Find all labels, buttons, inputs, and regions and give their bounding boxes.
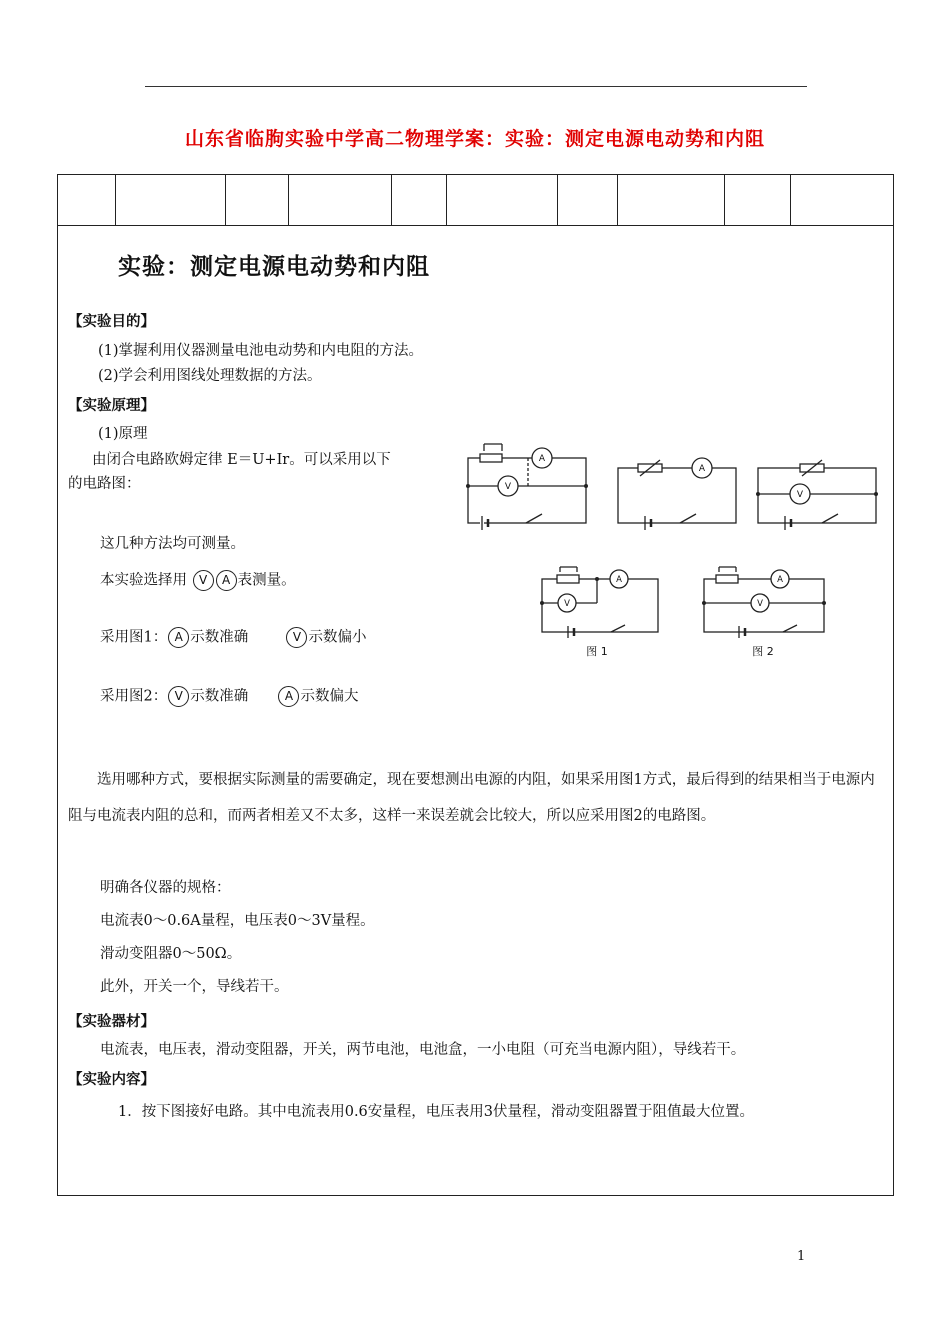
ammeter-icon: A — [216, 570, 237, 591]
meter-label-v: V — [564, 599, 570, 609]
top-rule — [145, 86, 807, 87]
page-number: 1 — [797, 1249, 806, 1264]
header-cell — [58, 175, 116, 225]
meter-choice-line — [100, 570, 296, 591]
meter-label-v: V — [757, 599, 763, 609]
header-cell — [724, 175, 791, 225]
meter-label-v: V — [796, 490, 804, 500]
meter-label-v: V — [504, 482, 512, 492]
voltmeter-icon: V — [168, 686, 189, 707]
section-title: 实验：测定电源电动势和内阻 — [118, 254, 430, 280]
purpose-item-2: (2)学会利用图线处理数据的方法。 — [98, 368, 322, 384]
fig2-ammeter-text: 示数偏大 — [300, 688, 359, 705]
method-paragraph: 选用哪种方式，要根据实际测量的需要确定，现在要想测出电源的内阻，如果采用图1方式，最后得到的结果相当于电源内阻与电流表内阻的总和，而两者相差又不太多，这样一来误差就会比较大，所以应采用图2的电路图。 — [68, 772, 875, 824]
meter-choice-prefix: 本实验选择用 — [100, 572, 187, 589]
purpose-heading: 【实验目的】 — [68, 314, 155, 330]
ammeter-icon: A — [168, 627, 189, 648]
header-cell — [446, 175, 558, 225]
fig2-voltmeter-text: 示数准确 — [190, 688, 249, 705]
principle-line-1: 由闭合电路欧姆定律 E＝U+Ir。可以采用以下 — [92, 452, 391, 468]
purpose-item-1: (1)掌握利用仪器测量电池电动势和内电阻的方法。 — [98, 343, 424, 359]
content-step-1: 1．按下图接好电路。其中电流表用0.6安量程，电压表用3伏量程，滑动变阻器置于阻值最大位置。 — [118, 1104, 755, 1120]
fig2-line — [100, 686, 358, 707]
principle-heading: 【实验原理】 — [68, 398, 155, 414]
spec-line-3: 此外，开关一个，导线若干。 — [100, 979, 289, 995]
circuit-diagrams-fig12 — [535, 560, 835, 660]
fig2-prefix: 采用图2： — [100, 688, 168, 705]
spec-line-1: 电流表0～0.6A量程，电压表0～3V量程。 — [100, 913, 375, 929]
fig1-voltmeter-text: 示数偏小 — [308, 629, 367, 646]
meter-label-a: A — [698, 464, 706, 474]
header-cell — [225, 175, 289, 225]
principle-sub: (1)原理 — [98, 426, 148, 442]
ammeter-icon: A — [278, 686, 299, 707]
fig2-caption: 图 2 — [752, 645, 774, 658]
header-cell — [557, 175, 618, 225]
equipment-text: 电流表，电压表，滑动变阻器，开关，两节电池，电池盒，一小电阻（可充当电源内阻），导线若干。 — [100, 1042, 746, 1058]
principle-line-2: 的电路图： — [68, 476, 141, 492]
document-title: 山东省临朐实验中学高二物理学案：实验：测定电源电动势和内阻 — [184, 128, 765, 150]
fig1-caption: 图 1 — [586, 645, 608, 658]
header-cell — [617, 175, 725, 225]
header-cell — [288, 175, 392, 225]
spec-title: 明确各仪器的规格： — [100, 880, 231, 896]
voltmeter-icon: V — [193, 570, 214, 591]
content-heading: 【实验内容】 — [68, 1072, 155, 1088]
circuit-diagrams-top — [462, 440, 892, 530]
table-header-row — [58, 175, 893, 226]
equipment-heading: 【实验器材】 — [68, 1014, 155, 1030]
meter-choice-suffix: 表测量。 — [237, 572, 296, 589]
fig1-line — [100, 627, 366, 648]
voltmeter-icon: V — [286, 627, 307, 648]
spec-line-2: 滑动变阻器0～50Ω。 — [100, 946, 242, 962]
fig1-ammeter-text: 示数准确 — [190, 629, 249, 646]
meter-label-a: A — [777, 575, 783, 585]
fig1-prefix: 采用图1： — [100, 629, 168, 646]
header-cell — [115, 175, 226, 225]
header-cell — [391, 175, 447, 225]
meter-label-a: A — [538, 454, 546, 464]
principle-line-3: 这几种方法均可测量。 — [100, 536, 245, 552]
meter-label-a: A — [616, 575, 622, 585]
